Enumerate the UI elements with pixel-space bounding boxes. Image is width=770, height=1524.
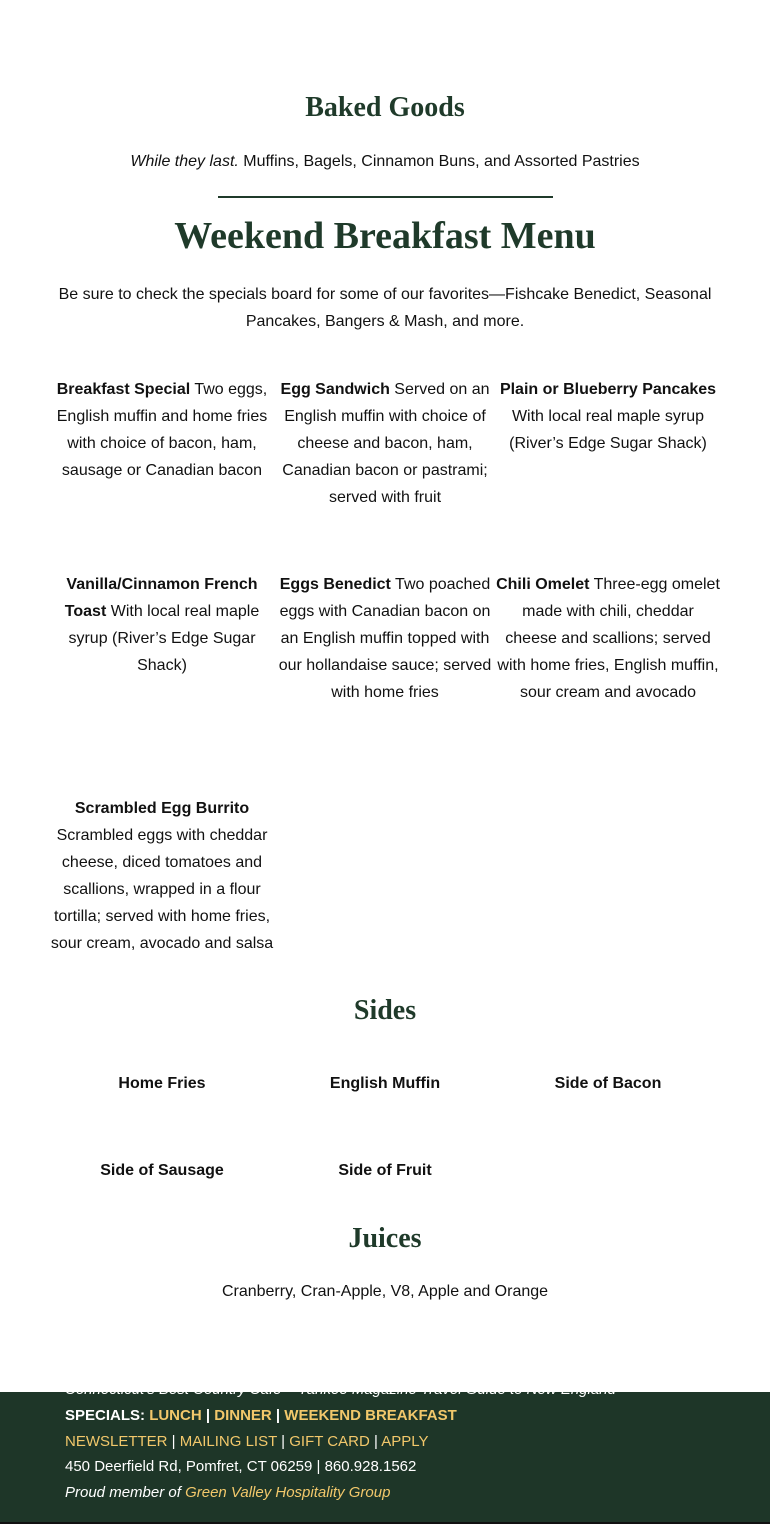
dinner-link[interactable]: DINNER [214, 1407, 272, 1424]
side-item: English Muffin [329, 1075, 441, 1092]
separator: | [369, 1433, 382, 1450]
footer-member [65, 1483, 390, 1503]
menu-item [495, 376, 721, 457]
menu-item-desc: Two poached eggs with Canadian bacon on an English muffin topped with our hollandaise sauce; served with home fries [278, 576, 492, 701]
menu-item-name: Vanilla/Cinnamon French Toast [64, 576, 258, 620]
menu-item-name: Breakfast Special [56, 381, 191, 398]
menu-item [495, 571, 721, 706]
menu-item-desc: With local real maple syrup (River’s Edge Sugar Shack) [68, 603, 260, 674]
menu-item-desc: Scrambled eggs with cheddar cheese, diced tomatoes and scallions, wrapped in a flour tortilla; served with home fries, sour cream, avocado and salsa [50, 827, 274, 952]
weekend-menu-intro: Be sure to check the specials board for some of our favorites—Fishcake Benedict, Seasonal Pancakes, Bangers & Mash, and more. [58, 286, 712, 330]
mailing-list-link[interactable]: MAILING LIST [179, 1433, 278, 1450]
green-valley-link[interactable]: Green Valley Hospitality Group [185, 1484, 391, 1501]
menu-item [272, 376, 498, 511]
side-item: Side of Sausage [100, 1162, 224, 1179]
menu-item-desc: Served on an English muffin with choice of cheese and bacon, ham, Canadian bacon or pastrami; served with fruit [282, 381, 490, 506]
footer-links [65, 1432, 428, 1452]
menu-item-desc: With local real maple syrup (River’s Edge Sugar Shack) [509, 408, 707, 452]
juices-title: Juices [348, 1223, 422, 1254]
weekend-menu-title: Weekend Breakfast Menu [174, 215, 596, 257]
menu-item [49, 571, 275, 679]
menu-item-desc: Two eggs, English muffin and home fries with choice of bacon, ham, sausage or Canadian bacon [56, 381, 268, 479]
apply-link[interactable]: APPLY [381, 1433, 429, 1450]
separator: | [167, 1433, 180, 1450]
quote-source: Yankee Magazine Travel Guide to New England [297, 1381, 616, 1398]
newsletter-link[interactable]: NEWSLETTER [65, 1433, 168, 1450]
baked-goods-description [0, 151, 770, 173]
menu-item [49, 376, 275, 484]
site-footer [0, 1381, 770, 1524]
menu-item-name: Eggs Benedict [279, 576, 391, 593]
menu-item-name: Egg Sandwich [280, 381, 390, 398]
separator: | [201, 1407, 215, 1424]
footer-specials [65, 1406, 457, 1426]
section-divider [218, 196, 553, 198]
menu-item [272, 571, 498, 706]
baked-goods-list: Muffins, Bagels, Cinnamon Buns, and Assorted Pastries [238, 153, 640, 170]
side-item: Side of Fruit [338, 1162, 432, 1179]
sides-title: Sides [353, 995, 417, 1026]
baked-goods-note: While they last. [130, 153, 239, 170]
weekend-breakfast-link[interactable]: WEEKEND BREAKFAST [284, 1407, 457, 1424]
juices-list: Cranberry, Cran-Apple, V8, Apple and Orange [221, 1283, 549, 1300]
separator: | [271, 1407, 285, 1424]
menu-item-desc: Three-egg omelet made with chili, cheddar cheese and scallions; served with home fries, English muffin, sour cream and avocado [497, 576, 720, 701]
footer-quote [65, 1380, 616, 1400]
side-item: Home Fries [118, 1075, 206, 1092]
separator: | [277, 1433, 290, 1450]
menu-item-name: Scrambled Egg Burrito [74, 800, 250, 817]
menu-item-name: Chili Omelet [496, 576, 590, 593]
member-text: Proud member of [65, 1484, 186, 1501]
baked-goods-title: Baked Goods [305, 92, 465, 123]
quote-text: Connecticut’s Best Country Cafe – [65, 1381, 298, 1398]
specials-label: SPECIALS: [65, 1407, 150, 1424]
menu-item-name: Plain or Blueberry Pancakes [499, 381, 717, 398]
gift-card-link[interactable]: GIFT CARD [289, 1433, 370, 1450]
footer-address: 450 Deerfield Rd, Pomfret, CT 06259 | 860.928.1562 [65, 1458, 417, 1475]
menu-item [49, 795, 275, 957]
lunch-link[interactable]: LUNCH [149, 1407, 202, 1424]
side-item: Side of Bacon [554, 1075, 662, 1092]
